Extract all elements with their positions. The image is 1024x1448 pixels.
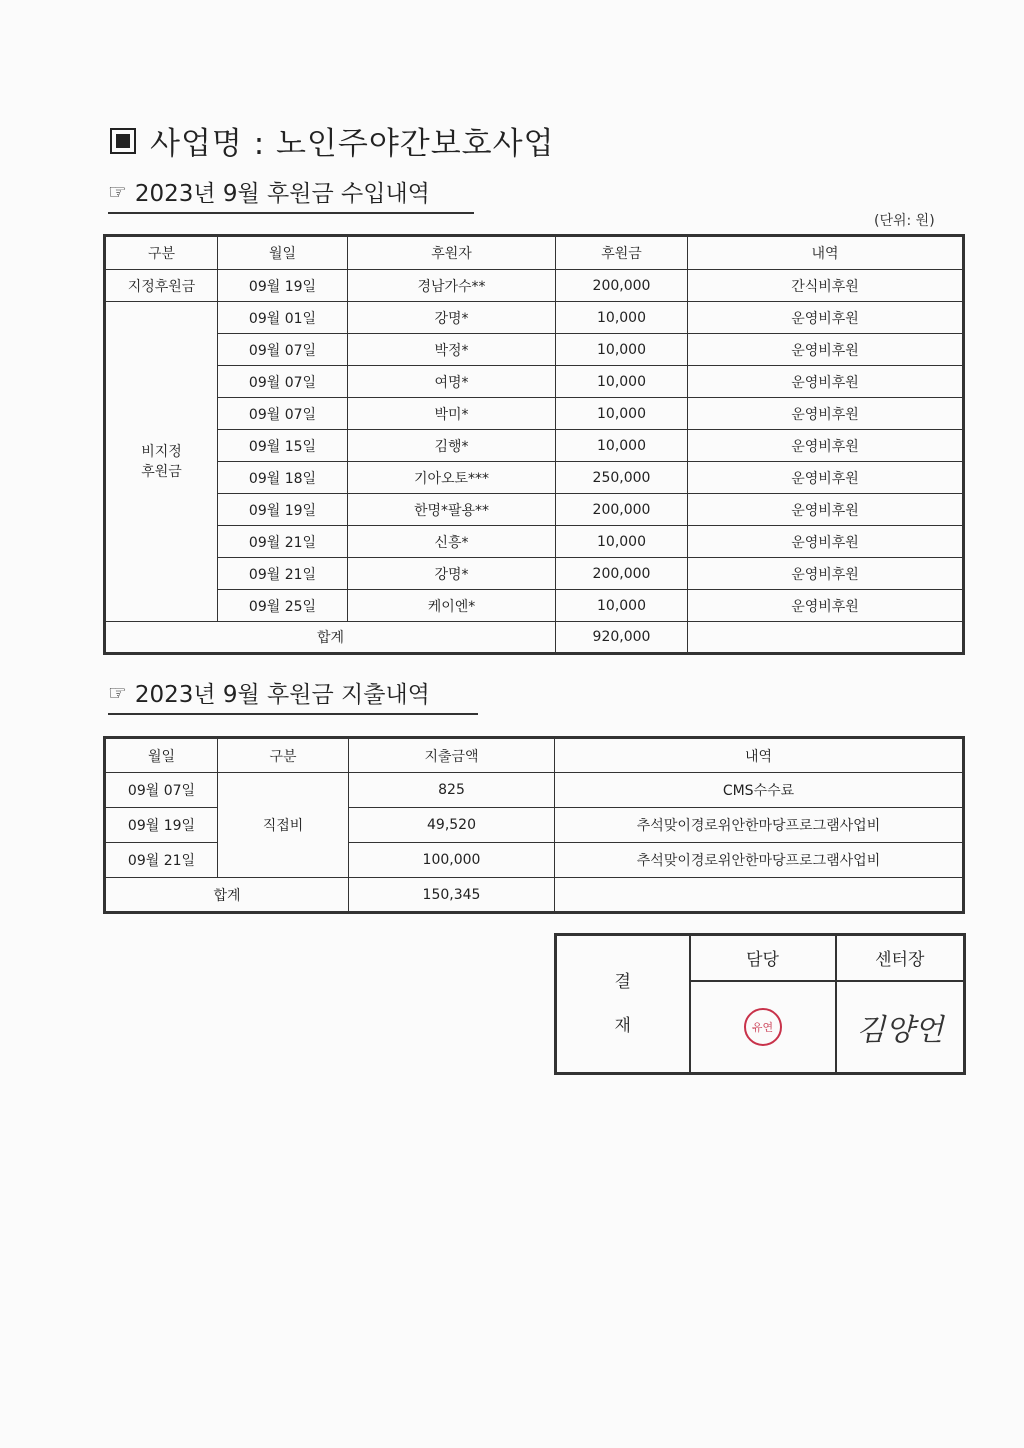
- signature: 김양언: [856, 1012, 944, 1048]
- amount-cell: 10,000: [556, 334, 688, 366]
- amount-cell: 10,000: [556, 366, 688, 398]
- director-header: 센터장: [836, 935, 965, 981]
- date-cell: 09월 19일: [105, 808, 218, 843]
- header-cell: 후원자: [348, 236, 556, 270]
- amount-cell: 10,000: [556, 398, 688, 430]
- total-label: 합계: [105, 622, 556, 654]
- date-cell: 09월 21일: [105, 843, 218, 878]
- donor-cell: 박정*: [348, 334, 556, 366]
- date-cell: 09월 19일: [218, 270, 348, 302]
- total-amount: 920,000: [556, 622, 688, 654]
- date-cell: 09월 25일: [218, 590, 348, 622]
- donor-cell: 케이엔*: [348, 590, 556, 622]
- date-cell: 09월 01일: [218, 302, 348, 334]
- desc-cell: CMS수수료: [555, 773, 964, 808]
- date-cell: 09월 07일: [218, 366, 348, 398]
- amount-cell: 10,000: [556, 590, 688, 622]
- total-desc: [555, 878, 964, 913]
- amount-cell: 825: [349, 773, 555, 808]
- header-cell: 구분: [218, 738, 349, 773]
- donor-cell: 김행*: [348, 430, 556, 462]
- table-row: [105, 462, 964, 494]
- expense-total-row: [105, 878, 964, 913]
- table-row: [105, 773, 964, 808]
- income-header-row: [105, 236, 964, 270]
- date-cell: 09월 18일: [218, 462, 348, 494]
- donor-cell: 여명*: [348, 366, 556, 398]
- amount-cell: 200,000: [556, 558, 688, 590]
- category-cell: 지정후원금: [105, 270, 218, 302]
- table-row: [105, 590, 964, 622]
- amount-cell: 200,000: [556, 494, 688, 526]
- table-row: [105, 270, 964, 302]
- header-cell: 내역: [555, 738, 964, 773]
- staff-header: 담당: [690, 935, 836, 981]
- expense-heading: [108, 676, 478, 715]
- date-cell: 09월 07일: [218, 398, 348, 430]
- approval-label-line: 재: [614, 1016, 631, 1036]
- date-cell: 09월 21일: [218, 526, 348, 558]
- amount-cell: 10,000: [556, 302, 688, 334]
- desc-cell: 운영비후원: [688, 494, 964, 526]
- table-row: [105, 366, 964, 398]
- table-row: [105, 494, 964, 526]
- category-cell: [105, 302, 218, 622]
- header-cell: 후원금: [556, 236, 688, 270]
- seal-stamp: 유연: [744, 1008, 782, 1046]
- date-cell: 09월 15일: [218, 430, 348, 462]
- amount-cell: 100,000: [349, 843, 555, 878]
- category-cell: 직접비: [218, 773, 349, 878]
- desc-cell: 간식비후원: [688, 270, 964, 302]
- donor-cell: 경남가수**: [348, 270, 556, 302]
- table-row: [105, 526, 964, 558]
- expense-header-row: [105, 738, 964, 773]
- total-label: 합계: [105, 878, 349, 913]
- approval-label: [556, 935, 690, 1074]
- header-cell: 월일: [105, 738, 218, 773]
- desc-cell: 운영비후원: [688, 558, 964, 590]
- table-row: [105, 558, 964, 590]
- header-cell: 월일: [218, 236, 348, 270]
- desc-cell: 운영비후원: [688, 366, 964, 398]
- desc-cell: 운영비후원: [688, 302, 964, 334]
- total-desc: [688, 622, 964, 654]
- donor-cell: 강명*: [348, 558, 556, 590]
- table-row: [105, 430, 964, 462]
- header-cell: 구분: [105, 236, 218, 270]
- amount-cell: 10,000: [556, 526, 688, 558]
- desc-cell: 운영비후원: [688, 430, 964, 462]
- approval-label-line: 결: [614, 972, 631, 992]
- date-cell: 09월 21일: [218, 558, 348, 590]
- donor-cell: 박미*: [348, 398, 556, 430]
- donor-cell: 강명*: [348, 302, 556, 334]
- approval-box: [554, 933, 966, 1075]
- table-row: [105, 398, 964, 430]
- income-heading: [108, 175, 474, 214]
- unit-note: (단위: 원): [874, 213, 935, 229]
- desc-cell: 운영비후원: [688, 590, 964, 622]
- square-bullet-icon: [110, 128, 136, 154]
- total-amount: 150,345: [349, 878, 555, 913]
- table-row: [105, 302, 964, 334]
- donor-cell: 기아오토***: [348, 462, 556, 494]
- amount-cell: 49,520: [349, 808, 555, 843]
- table-row: [105, 334, 964, 366]
- desc-cell: 추석맞이경로위안한마당프로그램사업비: [555, 808, 964, 843]
- income-total-row: [105, 622, 964, 654]
- title-text: 사업명 : 노인주야간보호사업: [150, 126, 555, 162]
- desc-cell: 운영비후원: [688, 526, 964, 558]
- income-heading-text: 2023년 9월 후원금 수입내역: [134, 181, 430, 207]
- pointing-hand-icon: ☞: [108, 680, 127, 705]
- desc-cell: 운영비후원: [688, 462, 964, 494]
- page-title: [110, 118, 555, 163]
- date-cell: 09월 19일: [218, 494, 348, 526]
- expense-heading-text: 2023년 9월 후원금 지출내역: [134, 682, 430, 708]
- approval-header-row: [556, 935, 965, 981]
- amount-cell: 10,000: [556, 430, 688, 462]
- director-sign-cell: [836, 981, 965, 1074]
- desc-cell: 추석맞이경로위안한마당프로그램사업비: [555, 843, 964, 878]
- desc-cell: 운영비후원: [688, 398, 964, 430]
- desc-cell: 운영비후원: [688, 334, 964, 366]
- category-label-line: 비지정: [141, 443, 182, 460]
- pointing-hand-icon: ☞: [108, 179, 127, 204]
- donor-cell: 신흥*: [348, 526, 556, 558]
- donor-cell: 한명*팔용**: [348, 494, 556, 526]
- category-label-line: 후원금: [141, 463, 182, 480]
- date-cell: 09월 07일: [105, 773, 218, 808]
- header-cell: 지출금액: [349, 738, 555, 773]
- date-cell: 09월 07일: [218, 334, 348, 366]
- staff-seal-cell: [690, 981, 836, 1074]
- expense-table: [103, 736, 965, 914]
- header-cell: 내역: [688, 236, 964, 270]
- amount-cell: 250,000: [556, 462, 688, 494]
- amount-cell: 200,000: [556, 270, 688, 302]
- income-table: [103, 234, 965, 655]
